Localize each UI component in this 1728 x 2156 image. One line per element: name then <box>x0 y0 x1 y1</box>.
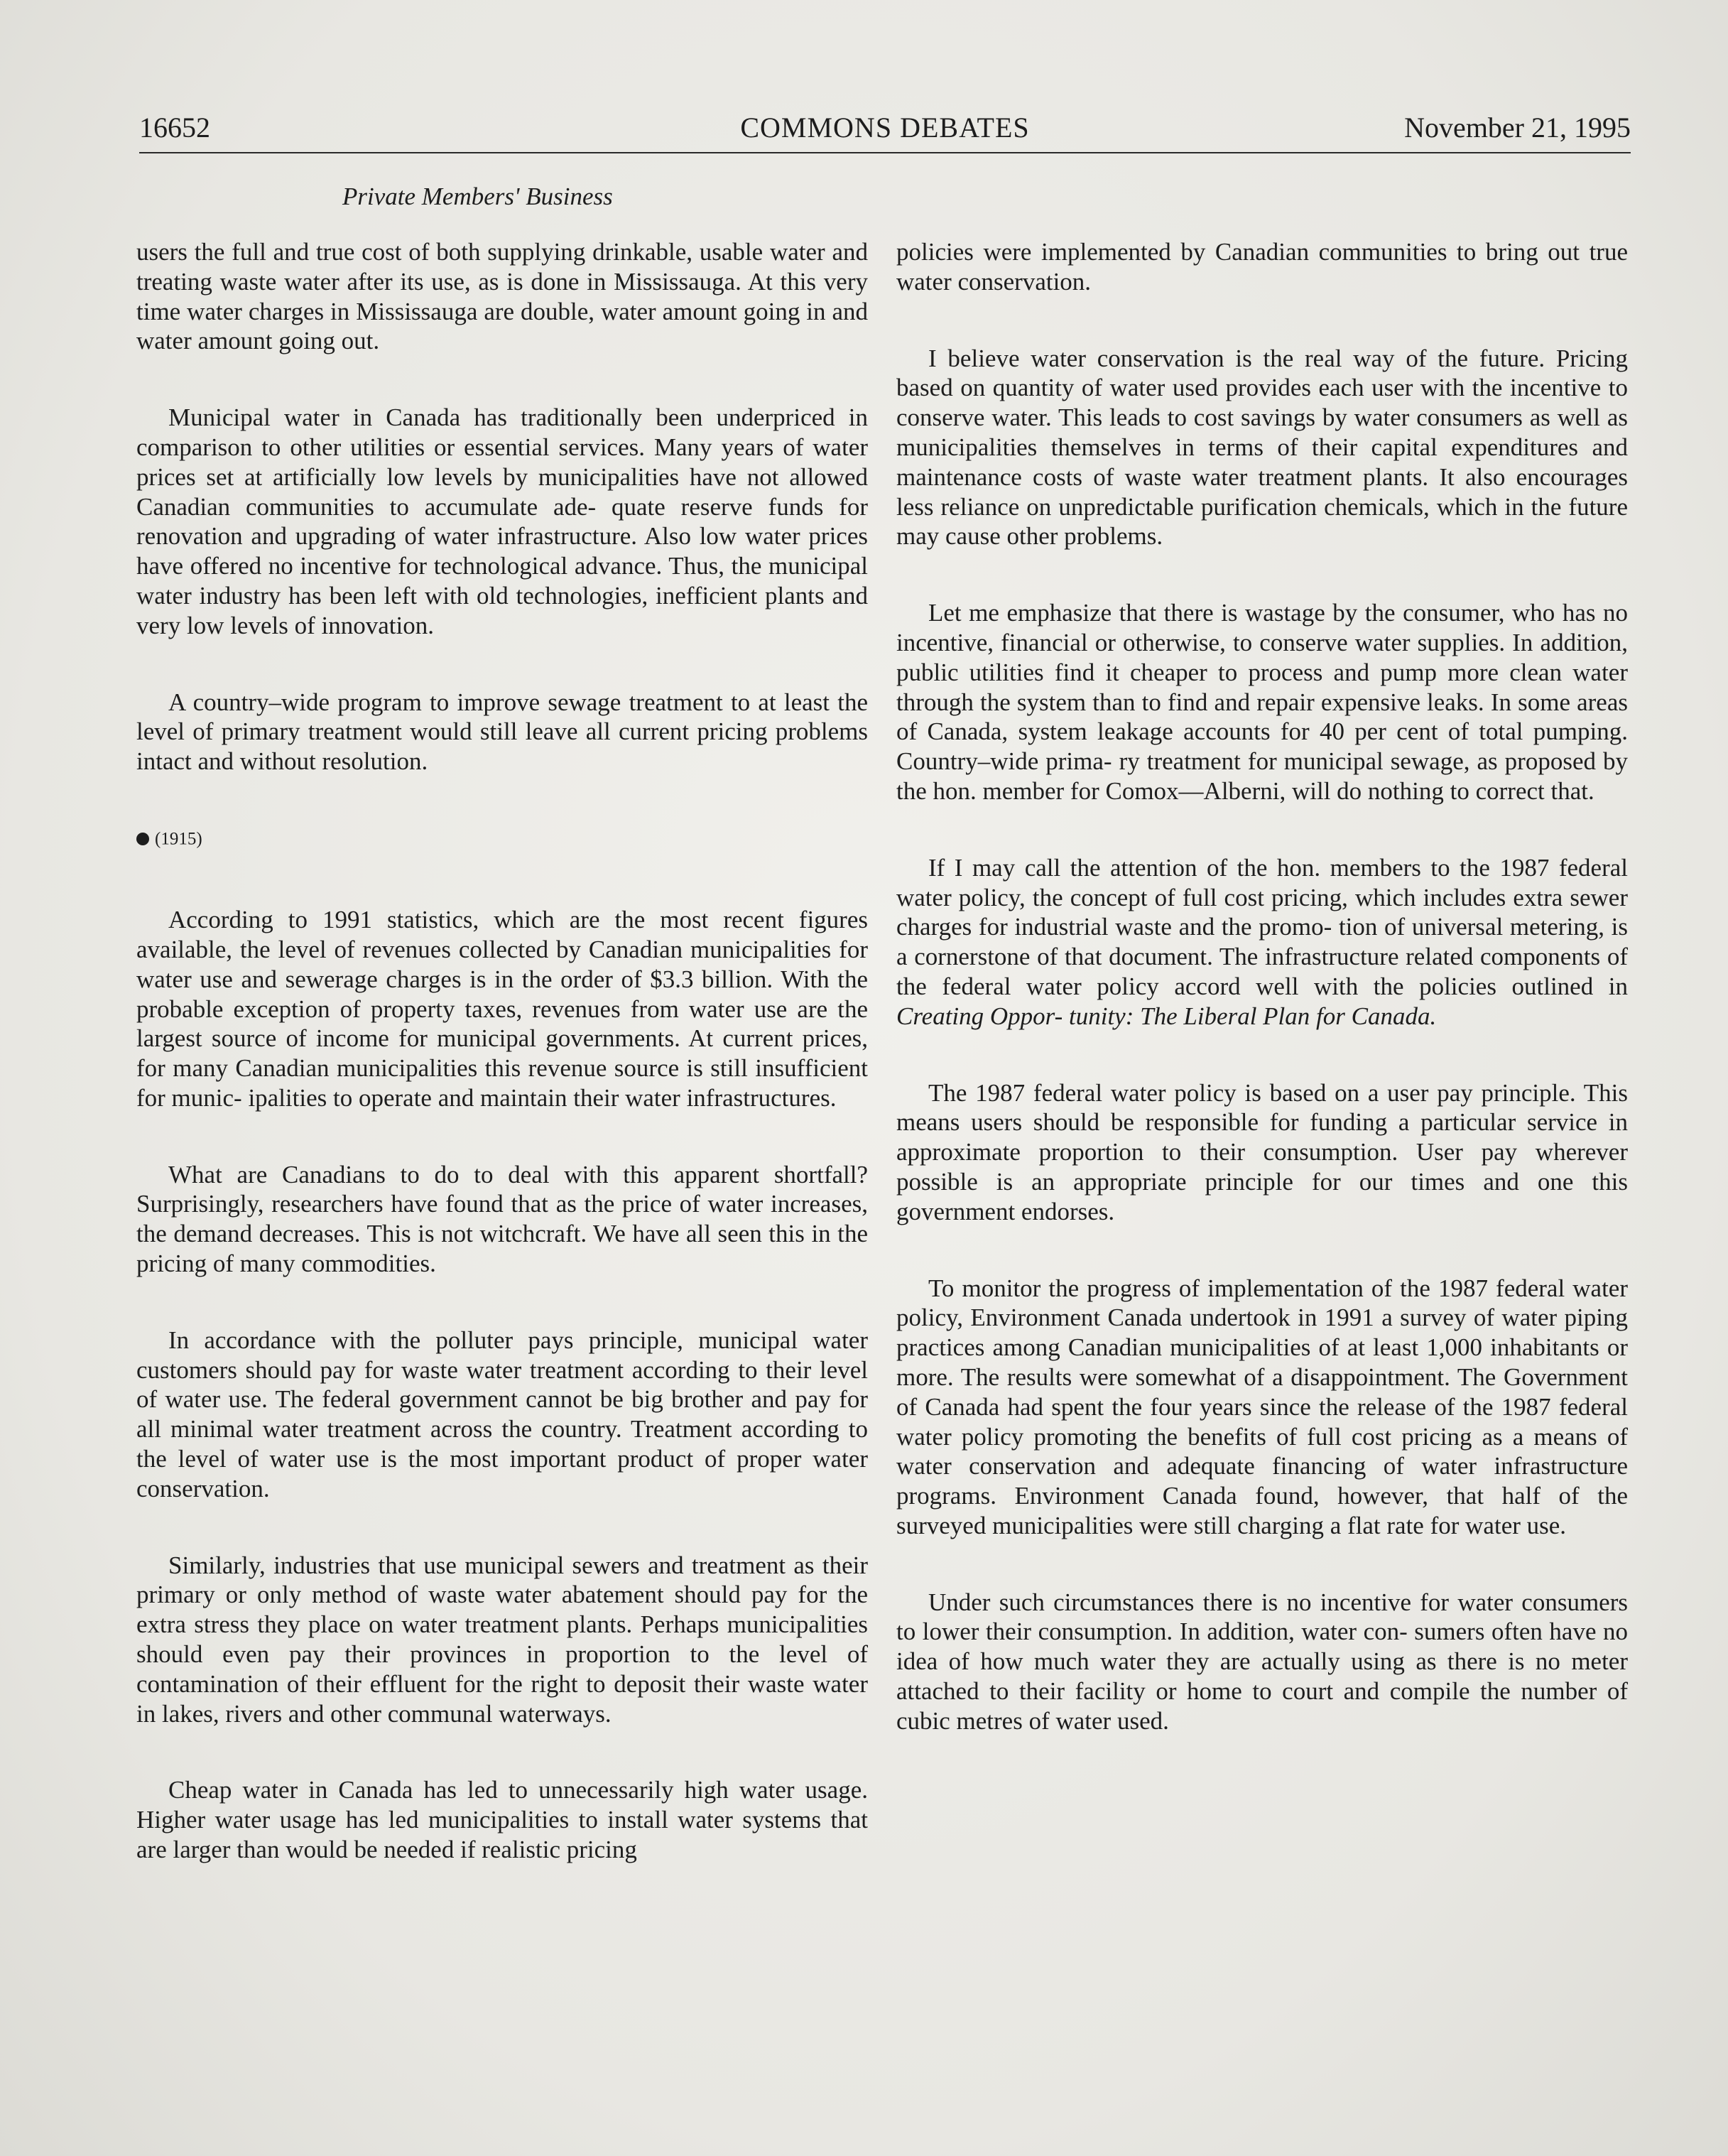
paragraph: According to 1991 statistics, which are the most recent figures available, the level of revenues collected by Canadian municipalities for water use and sewerage charges is in the order of $3.3 billion. With the probable exception of property taxes, revenues from water use are the largest source of income for municipal governments. At current prices, for many Canadian municipalities this revenue source is still insufficient for munic- ipalities to operate and maintain their water infrastructures. <box>136 906 868 1112</box>
paragraph: Municipal water in Canada has traditionally been underpriced in comparison to other utilities or essential services. Many years of water prices set at artificially low levels by municipalities have not allowed Canadian communities to accumulate ade- quate reserve funds for renovation and upgrading of water infrastructure. Also low water prices have offered no incentive for technological advance. Thus, the municipal water industry has been left with old technologies, inefficient plants and very low levels of innovation. <box>136 403 868 639</box>
page-number: 16652 <box>139 112 210 143</box>
header-rule <box>139 152 1631 153</box>
paragraph: Let me emphasize that there is wastage by the consumer, who has no incentive, financial or otherwise, to conserve water supplies. In addition, public utilities find it cheaper to process and pump more clean water through the system than to find and repair expensive leaks. In some areas of Canada, system leakage accounts for 40 per cent of total pumping. Country–wide prima- ry treatment for municipal sewage, as proposed by the hon. member for Comox—Alberni, will do nothing to correct that. <box>896 599 1628 805</box>
time-marker-text: (1915) <box>155 829 202 849</box>
paragraph: Similarly, industries that use municipal sewers and treatment as their primary or only method of waste water abatement should pay for the extra stress they place on water treatment plants. Perhaps municipalities should even pay their provinces in proportion to the level of contamination of their effluent for the right to deposit their waste water in lakes, rivers and other communal waterways. <box>136 1551 868 1728</box>
paragraph: policies were implemented by Canadian communities to bring out true water conservation. <box>896 238 1628 296</box>
page-header <box>139 107 1631 149</box>
time-marker <box>136 823 868 854</box>
document-title: Creating Oppor- tunity: The Liberal Plan for Canada. <box>896 1002 1437 1030</box>
paragraph: Under such circumstances there is no incentive for water consumers to lower their consumption. In addition, water con- sumers often have no idea of how much water they are actually using as there is no meter attached to their facility or home to court and compile the number of cubic metres of water used. <box>896 1588 1628 1735</box>
paragraph: I believe water conservation is the real way of the future. Pricing based on quantity of water used provides each user with the incentive to conserve water. This leads to cost savings by water consumers as well as municipalities themselves in terms of their capital expenditures and maintenance costs of waste water treatment plants. It also encourages less reliance on unpredictable purification chemicals, which in the future may cause other problems. <box>896 344 1628 551</box>
left-column <box>136 237 868 1912</box>
paragraph: Cheap water in Canada has led to unnecessarily high water usage. Higher water usage has led municipalities to install water systems that are larger than would be needed if realistic pricing <box>136 1776 868 1864</box>
publication-date: November 21, 1995 <box>1404 112 1631 143</box>
right-column <box>896 237 1628 1783</box>
paragraph: What are Canadians to do to deal with this apparent shortfall? Surprisingly, researchers have found that as the price of water increases, the demand decreases. This is not witchcraft. We have all seen this in the pricing of many commodities. <box>136 1160 868 1278</box>
publication-title: COMMONS DEBATES <box>740 112 1030 143</box>
paragraph: In accordance with the polluter pays principle, municipal water customers should pay for waste water treatment according to their level of water use. The federal government cannot be big brother and pay for all minimal water treatment across the country. Treatment according to the level of water use is the most important product of proper water conservation. <box>136 1326 868 1502</box>
paragraph-text: If I may call the attention of the hon. members to the 1987 federal water policy, the concept of full cost pricing, which includes extra sewer charges for industrial waste and the promo- tion of universal metering, is a cornerstone of that document. The infrastructure related components of the federal water policy accord well with the policies outlined in <box>896 853 1628 1000</box>
bullet-icon <box>136 833 149 845</box>
section-heading: Private Members' Business <box>342 183 613 210</box>
paragraph: A country–wide program to improve sewage treatment to at least the level of primary treatment would still leave all current pricing problems intact and without resolution. <box>136 688 868 776</box>
paragraph: users the full and true cost of both supplying drinkable, usable water and treating waste water after its use, as is done in Mississauga. At this very time water charges in Mississauga are double, water amount going in and water amount going out. <box>136 238 868 355</box>
paragraph <box>896 853 1628 1031</box>
paragraph: To monitor the progress of implementation of the 1987 federal water policy, Environment Canada undertook in 1991 a survey of water piping practices among Canadian municipalities of at least 1,000 inhabitants or more. The results were somewhat of a disappointment. The Government of Canada had spent the four years since the release of the 1987 federal water policy promoting the benefits of full cost pricing as a means of water conservation and adequate financing of water infrastructure programs. Environment Canada found, however, that half of the surveyed municipalities were still charging a flat rate for water use. <box>896 1274 1628 1539</box>
paragraph: The 1987 federal water policy is based on a user pay principle. This means users should be responsible for funding a particular service in approximate proportion to their consumption. User pay wherever possible is an appropriate principle for our times and one this government endorses. <box>896 1078 1628 1225</box>
